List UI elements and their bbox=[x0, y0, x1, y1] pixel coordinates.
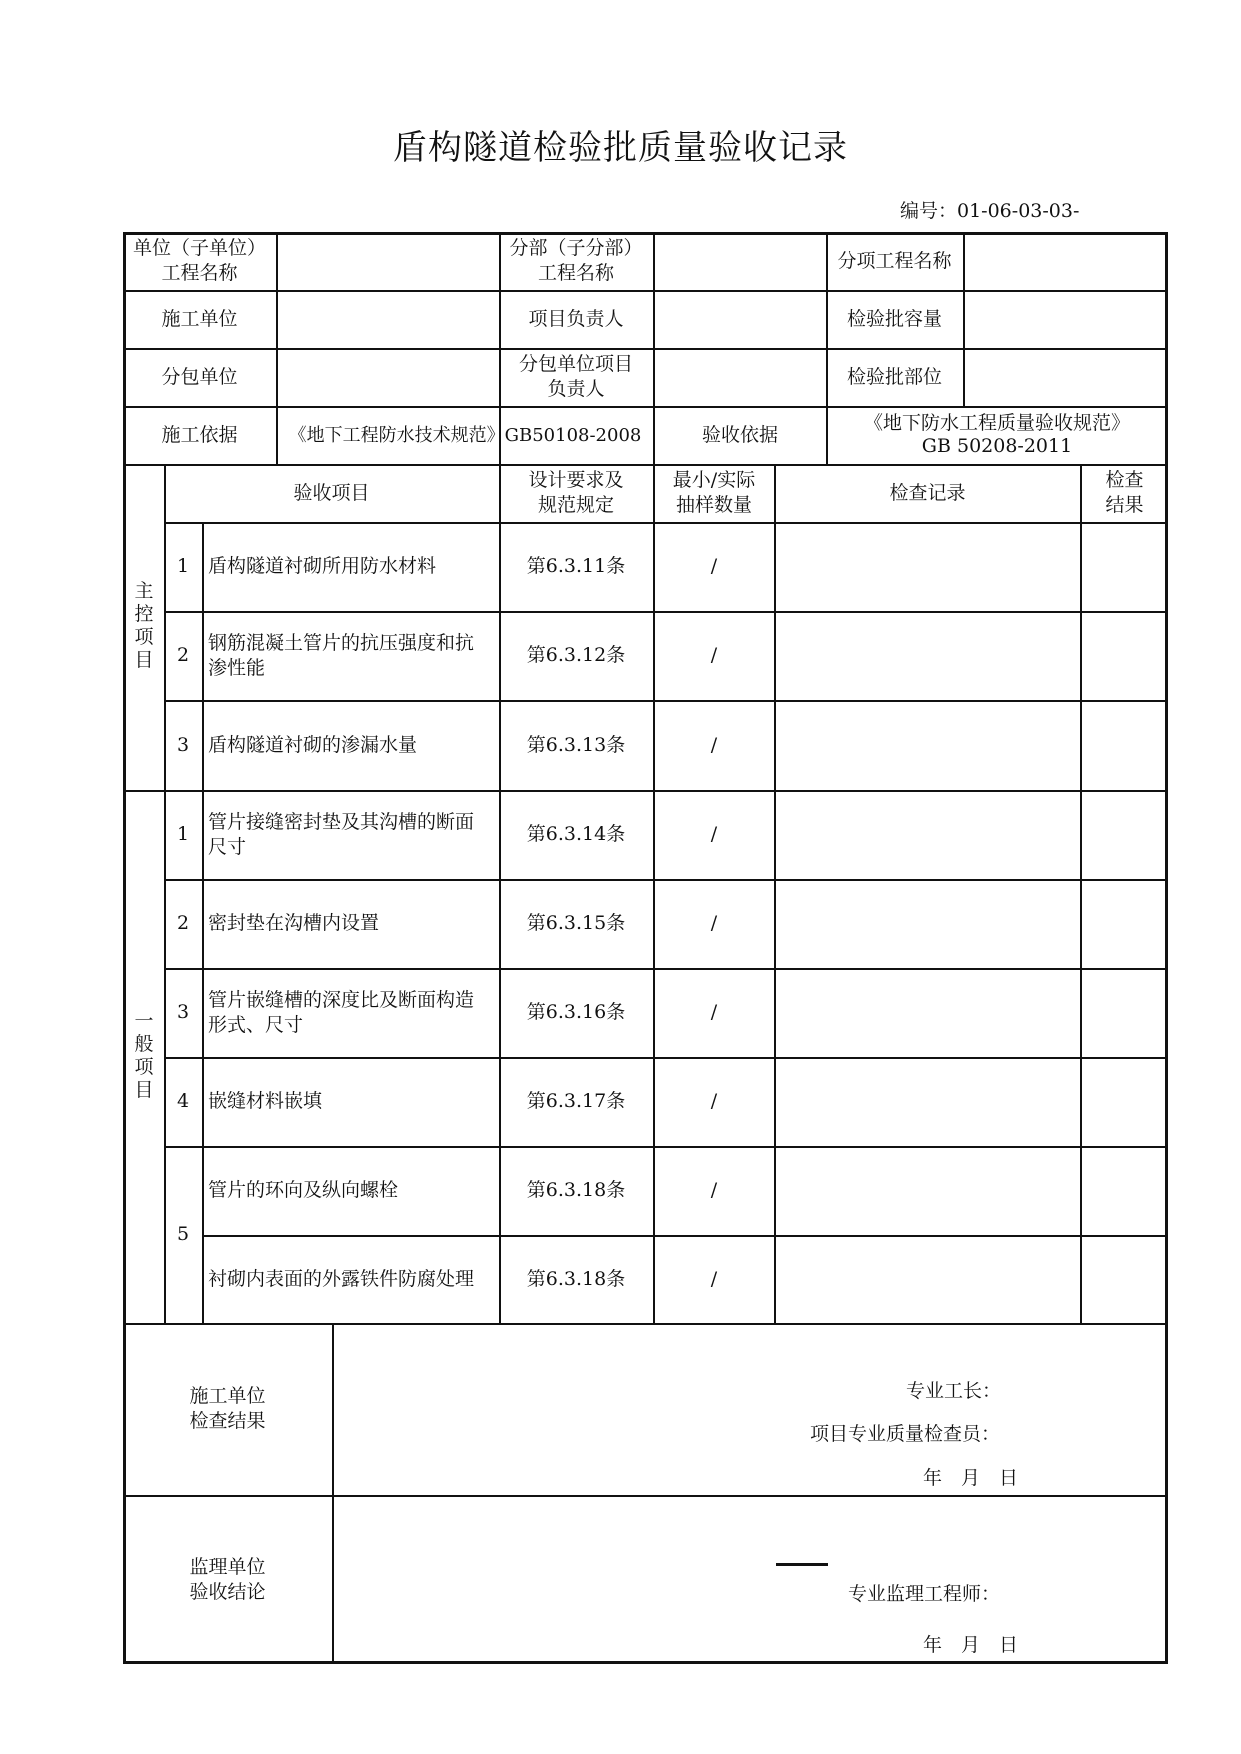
col-header-result-line1: 检查 bbox=[1105, 469, 1144, 491]
item-description bbox=[208, 790, 496, 879]
item-text-line1: 管片嵌缝槽的深度比及断面构造 bbox=[208, 988, 475, 1011]
clause-ref: 第6.3.18条 bbox=[526, 1179, 626, 1201]
section-char: 项 bbox=[134, 626, 154, 648]
sample-qty: / bbox=[710, 1001, 718, 1023]
item-description bbox=[208, 1057, 496, 1146]
col-header-design-line1: 设计要求及 bbox=[528, 469, 624, 491]
inspection-result-cell[interactable] bbox=[1081, 522, 1168, 611]
sample-qty: / bbox=[710, 1179, 718, 1201]
item-name-label: 分项工程名称 bbox=[837, 249, 952, 272]
item-description bbox=[208, 1146, 496, 1235]
item-text-line1: 盾构隧道衬砌所用防水材料 bbox=[208, 555, 437, 577]
supervisor-date[interactable]: 年 月 日 bbox=[923, 1634, 1019, 1656]
section-char: 目 bbox=[134, 649, 154, 671]
item-text-line1: 钢筋混凝土管片的抗压强度和抗 bbox=[208, 631, 475, 654]
unit-name-field[interactable] bbox=[277, 232, 499, 290]
unit-name-label-line1: 单位（子单位） bbox=[132, 237, 266, 259]
sub-pm-label bbox=[499, 348, 653, 406]
inspection-record-cell[interactable] bbox=[775, 1057, 1080, 1146]
section-char: 控 bbox=[134, 603, 154, 625]
contractor-label: 施工单位 bbox=[161, 307, 238, 330]
col-header-record: 检查记录 bbox=[889, 481, 966, 504]
subcontractor-label: 分包单位 bbox=[161, 365, 238, 388]
col-header-sample-line1: 最小/实际 bbox=[672, 469, 756, 491]
sample-qty: / bbox=[710, 733, 718, 756]
section-char: 一 bbox=[134, 1010, 154, 1032]
inspection-result-cell[interactable] bbox=[1081, 879, 1168, 968]
clause-ref: 第6.3.13条 bbox=[526, 733, 626, 756]
contractor-field[interactable] bbox=[277, 290, 499, 348]
item-text-line1: 嵌缝材料嵌填 bbox=[208, 1090, 323, 1112]
clause-ref: 第6.3.18条 bbox=[526, 1267, 626, 1290]
row-number: 5 bbox=[176, 1223, 190, 1245]
item-description bbox=[208, 700, 496, 790]
inspection-record-cell[interactable] bbox=[775, 700, 1080, 790]
project-manager-label: 项目负责人 bbox=[528, 307, 624, 330]
basis-value: 《地下工程防水技术规范》GB50108-2008 bbox=[288, 424, 642, 446]
col-header-item: 验收项目 bbox=[293, 481, 370, 504]
row-number: 1 bbox=[176, 555, 190, 577]
sample-qty: / bbox=[710, 1267, 718, 1290]
sample-qty: / bbox=[710, 912, 718, 934]
grid-line bbox=[332, 1323, 334, 1664]
inspection-result-cell[interactable] bbox=[1081, 700, 1168, 790]
acceptance-basis-line2: GB 50208-2011 bbox=[921, 435, 1073, 457]
col-header-design-line2: 规范规定 bbox=[537, 494, 614, 516]
inspection-result-cell[interactable] bbox=[1081, 1057, 1168, 1146]
general-section-label bbox=[129, 1010, 159, 1102]
item-description bbox=[208, 611, 496, 700]
col-header-result-line2: 结果 bbox=[1105, 494, 1144, 516]
acceptance-basis-line1: 《地下防水工程质量验收规范》 bbox=[863, 412, 1130, 434]
item-text-line1: 盾构隧道衬砌的渗漏水量 bbox=[208, 733, 418, 756]
col-header-sample-line2: 抽样数量 bbox=[675, 494, 752, 516]
item-text-line1: 衬砌内表面的外露铁件防腐处理 bbox=[208, 1267, 475, 1290]
inspection-record-cell[interactable] bbox=[775, 879, 1080, 968]
row-number: 4 bbox=[176, 1090, 190, 1112]
clause-ref: 第6.3.17条 bbox=[526, 1090, 626, 1112]
item-text-line1: 管片的环向及纵向螺栓 bbox=[208, 1179, 399, 1201]
inspection-result-cell[interactable] bbox=[1081, 968, 1168, 1057]
subcontractor-field[interactable] bbox=[277, 348, 499, 406]
foreman-signature[interactable]: 专业工长： bbox=[906, 1380, 1002, 1402]
inspection-record-cell[interactable] bbox=[775, 968, 1080, 1057]
main-control-section-label bbox=[129, 580, 159, 672]
unit-name-label bbox=[123, 232, 276, 290]
contractor-check-label bbox=[123, 1323, 332, 1495]
inspection-record-cell[interactable] bbox=[775, 1235, 1080, 1323]
clause-ref: 第6.3.11条 bbox=[526, 555, 626, 577]
supervisor-label-line1: 监理单位 bbox=[189, 1555, 266, 1578]
item-text-line1: 密封垫在沟槽内设置 bbox=[208, 912, 380, 934]
item-text-line2: 渗性能 bbox=[208, 656, 266, 679]
batch-capacity-field[interactable] bbox=[964, 290, 1168, 348]
item-description bbox=[208, 879, 496, 968]
dash-mark bbox=[776, 1563, 828, 1566]
inspection-record-cell[interactable] bbox=[775, 790, 1080, 879]
contractor-check-label-line1: 施工单位 bbox=[189, 1385, 266, 1407]
contractor-check-label-line2: 检查结果 bbox=[189, 1410, 266, 1432]
inspection-record-cell[interactable] bbox=[775, 522, 1080, 611]
project-manager-field[interactable] bbox=[654, 290, 826, 348]
col-header-sample bbox=[654, 464, 774, 522]
row-number: 3 bbox=[176, 733, 190, 756]
sub-pm-label-line1: 分包单位项目 bbox=[518, 353, 633, 375]
section-char: 项 bbox=[134, 1056, 154, 1078]
section-char: 般 bbox=[134, 1033, 154, 1055]
inspection-result-cell[interactable] bbox=[1081, 1235, 1168, 1323]
inspection-result-cell[interactable] bbox=[1081, 1146, 1168, 1235]
supervisor-label-line2: 验收结论 bbox=[189, 1580, 266, 1603]
quality-inspector-signature[interactable]: 项目专业质量检查员： bbox=[810, 1423, 1001, 1445]
section-char: 主 bbox=[134, 580, 154, 602]
sample-qty: / bbox=[710, 823, 718, 845]
contractor-date[interactable]: 年 月 日 bbox=[923, 1467, 1019, 1489]
item-text-line1: 管片接缝密封垫及其沟槽的断面 bbox=[208, 810, 475, 833]
section-char: 目 bbox=[134, 1079, 154, 1101]
col-header-result bbox=[1081, 464, 1168, 522]
sample-qty: / bbox=[710, 644, 718, 666]
acceptance-basis-label: 验收依据 bbox=[701, 423, 778, 446]
col-header-design bbox=[499, 464, 653, 522]
inspection-result-cell[interactable] bbox=[1081, 790, 1168, 879]
inspection-result-cell[interactable] bbox=[1081, 611, 1168, 700]
document-title: 盾构隧道检验批质量验收记录 bbox=[393, 128, 848, 168]
sample-qty: / bbox=[710, 1090, 718, 1112]
clause-ref: 第6.3.16条 bbox=[526, 1001, 626, 1023]
clause-ref: 第6.3.14条 bbox=[526, 823, 626, 845]
item-description bbox=[208, 522, 496, 611]
clause-ref: 第6.3.12条 bbox=[526, 644, 626, 666]
supervisor-conclusion-label bbox=[123, 1495, 332, 1664]
sub-division-label-line1: 分部（子分部） bbox=[509, 237, 643, 259]
batch-location-label: 检验批部位 bbox=[846, 365, 942, 388]
row-number: 3 bbox=[176, 1001, 190, 1023]
inspection-record-cell[interactable] bbox=[775, 1146, 1080, 1235]
item-text-line2: 形式、尺寸 bbox=[208, 1013, 304, 1036]
item-text-line2: 尺寸 bbox=[208, 835, 247, 858]
item-description bbox=[208, 1235, 496, 1323]
basis-label: 施工依据 bbox=[161, 423, 238, 446]
sub-division-label-line2: 工程名称 bbox=[537, 262, 614, 284]
sub-division-label bbox=[499, 232, 653, 290]
batch-location-field[interactable] bbox=[964, 348, 1168, 406]
sub-pm-label-line2: 负责人 bbox=[547, 378, 605, 400]
inspection-record-cell[interactable] bbox=[775, 611, 1080, 700]
item-description bbox=[208, 968, 496, 1057]
unit-name-label-line2: 工程名称 bbox=[161, 262, 238, 284]
supervising-engineer-signature[interactable]: 专业监理工程师： bbox=[848, 1583, 1001, 1605]
row-number: 2 bbox=[176, 644, 190, 666]
sample-qty: / bbox=[710, 555, 718, 577]
item-name-field[interactable] bbox=[964, 232, 1168, 290]
sub-pm-field[interactable] bbox=[654, 348, 826, 406]
document-code: 编号：01-06-03-03- bbox=[900, 200, 1080, 222]
clause-ref: 第6.3.15条 bbox=[526, 912, 626, 934]
acceptance-basis-value bbox=[826, 406, 1168, 464]
grid-line bbox=[202, 522, 204, 1323]
row-number: 1 bbox=[176, 823, 190, 845]
row-number: 2 bbox=[176, 912, 190, 934]
batch-capacity-label: 检验批容量 bbox=[846, 307, 942, 330]
sub-division-field[interactable] bbox=[654, 232, 826, 290]
